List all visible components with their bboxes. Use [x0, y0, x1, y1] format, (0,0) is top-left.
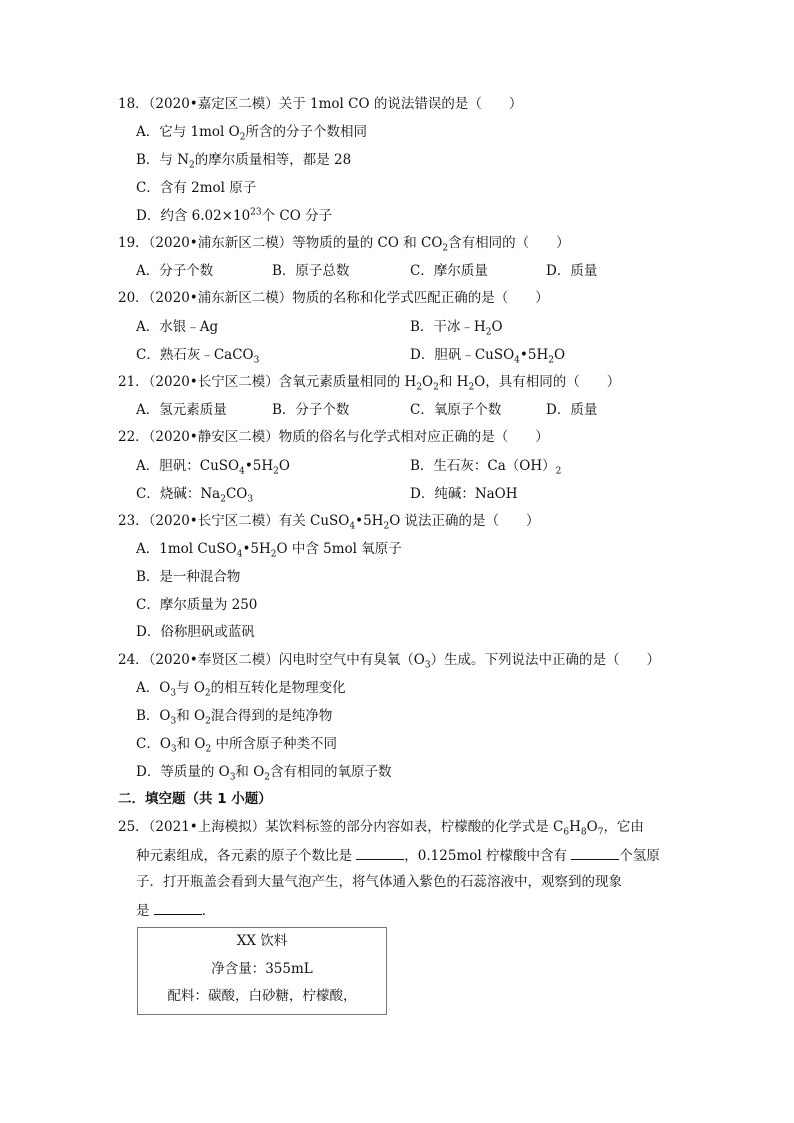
q18-option-a: A．它与 1mol $O_2$所含的分子个数相同 — [136, 124, 367, 143]
q23-option-b: B．是一种混合物 — [136, 569, 241, 585]
q21-option-a: A．氢元素质量 — [136, 402, 227, 418]
q19-option-d: D．质量 — [546, 263, 598, 279]
drink-label-table — [137, 927, 387, 1015]
q19-option-b: B．原子总数 — [272, 263, 350, 279]
q24-option-b: B．$O_3$和 $O_2$混合得到的是纯净物 — [136, 708, 333, 727]
q22-option-c: C．烧碱：$Na_2CO_3$ — [136, 486, 254, 505]
q20-stem: 20．（2020•浦东新区二模）物质的名称和化学式匹配正确的是（ ） — [118, 290, 549, 306]
q23-option-a: A．1mol $CuSO_4•5H_2O$ 中含 5mol 氧原子 — [136, 541, 402, 560]
q22-option-b: B．生石灰：$Ca(OH)_2$ — [410, 458, 562, 477]
q18-option-c: C．含有 2mol 原子 — [136, 180, 257, 196]
q22-option-a: A．胆矾：$CuSO_4•5H_2O$ — [136, 458, 290, 477]
label-ingredients: 配料：碳酸，白砂糖，柠檬酸， — [167, 988, 357, 1004]
q22-stem: 22．（2020•静安区二模）物质的俗名与化学式相对应正确的是（ ） — [118, 429, 549, 445]
label-net-content: 净含量：355mL — [211, 961, 313, 977]
q19-option-c: C．摩尔质量 — [410, 263, 488, 279]
q22-option-d: D．纯碱：NaOH — [410, 486, 518, 502]
q21-option-b: B．分子个数 — [272, 402, 350, 418]
q25-line-1: 25．（2021•上海模拟）某饮料标签的部分内容如表，柠檬酸的化学式是 $C_6H_8O_7$，它由 — [118, 819, 644, 838]
answer-blank-ratio[interactable] — [356, 845, 404, 860]
q23-stem: 23．（2020•长宁区二模）有关 $CuSO_4•5H_2O$ 说法正确的是（ ） — [118, 513, 540, 532]
q20-option-d: D．胆矾$﹣CuSO_4•5H_2O$ — [410, 347, 566, 366]
q20-option-b: B．干冰$﹣H_2O$ — [410, 319, 503, 338]
q25-line-4: 是 ． — [136, 900, 215, 921]
q25-line-3: 子．打开瓶盖会看到大量气泡产生，将气体通入紫色的石蕊溶液中，观察到的现象 — [136, 874, 622, 890]
q23-option-c: C．摩尔质量为 250 — [136, 597, 258, 613]
q25-line-2: 种元素组成，各元素的原子个数比是 ，0.125mol 柠檬酸中含有 个氢原 — [136, 845, 660, 866]
q18-option-d: D．约含 $6.02\times 10^{23}$个 CO 分子 — [136, 207, 333, 224]
q20-option-c: C．熟石灰﹣CaCO$_3$ — [136, 347, 260, 366]
q24-option-d: D．等质量的 $O_3$和 $O_2$含有相同的氧原子数 — [136, 764, 392, 783]
q21-stem: 21．（2020•长宁区二模）含氧元素质量相同的 $H_2O_2$和 $H_2O$，具有相同的（ ） — [118, 374, 621, 393]
q20-option-a: A．水银﹣Ag — [136, 319, 219, 335]
q23-option-d: D．俗称胆矾或蓝矾 — [136, 624, 255, 640]
q24-option-c: C．$O_3$和 $O_2$ 中所含原子种类不同 — [136, 736, 338, 755]
answer-blank-hydrogen[interactable] — [571, 845, 619, 860]
q18-stem: 18．（2020•嘉定区二模）关于 1mol CO 的说法错误的是（ ） — [118, 96, 523, 112]
label-title: XX 饮料 — [236, 933, 288, 949]
q24-stem: 24．（2020•奉贤区二模）闪电时空气中有臭氧$(O_3)$生成。下列说法中正确的是（ ） — [118, 652, 661, 671]
section-heading: 二．填空题（共 1 小题） — [118, 791, 272, 807]
q19-option-a: A．分子个数 — [136, 263, 214, 279]
q21-option-c: C．氧原子个数 — [410, 402, 502, 418]
q21-option-d: D．质量 — [546, 402, 598, 418]
q24-option-a: A．$O_3$与 $O_2$的相互转化是物理变化 — [136, 680, 346, 699]
answer-blank-phenomenon[interactable] — [154, 900, 202, 915]
q18-option-b: B．与 $N_2$的摩尔质量相等，都是 28 — [136, 152, 352, 171]
q19-stem: 19．（2020•浦东新区二模）等物质的量的 CO 和 $CO_2$含有相同的（ ） — [118, 235, 570, 254]
